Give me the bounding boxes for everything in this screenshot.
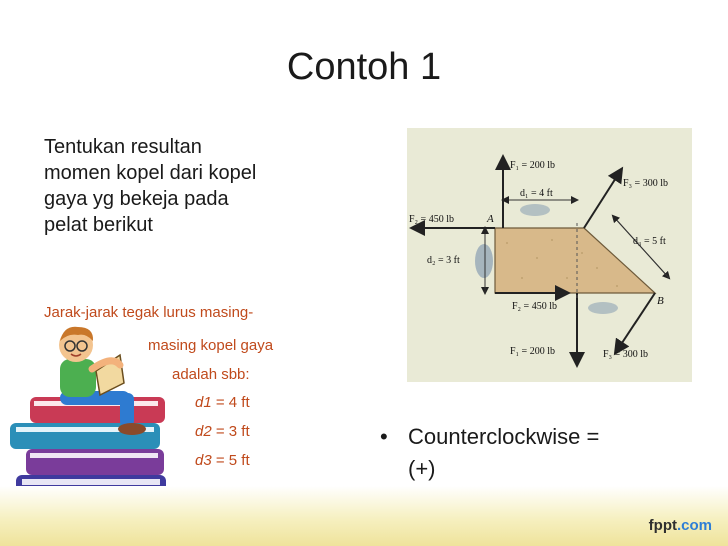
- plate-diagram: [407, 128, 692, 382]
- book-icon: [26, 449, 164, 475]
- intro-line: pelat berikut: [44, 214, 153, 236]
- label-f2-bottom: F₂ = 450 lb: [512, 301, 557, 312]
- note-line: masing kopel gaya: [148, 337, 274, 354]
- label-d3: d₃ = 5 ft: [633, 236, 666, 247]
- distance-symbol: d2: [195, 423, 212, 440]
- bullet-dot-icon: •: [380, 424, 388, 449]
- distance-value: = 3 ft: [215, 423, 250, 440]
- slide-title: Contoh 1: [286, 46, 442, 88]
- student-books-clipart: [0, 325, 190, 510]
- label-f3-top: F₃ = 300 lb: [623, 178, 668, 189]
- distance-symbol: d1: [195, 394, 212, 411]
- note-line: Jarak-jarak tegak lurus masing-: [44, 304, 254, 321]
- intro-line: momen kopel dari kopel: [44, 162, 257, 184]
- distance-value: = 5 ft: [215, 452, 250, 469]
- distance-d3: [195, 452, 250, 469]
- watermark-prefix: fppt: [648, 517, 677, 534]
- intro-text: [44, 134, 364, 238]
- intro-line: gaya yg bekeja pada: [44, 188, 229, 210]
- bullet-line: Counterclockwise =: [408, 424, 600, 449]
- label-f1-bottom: F₁ = 200 lb: [510, 346, 555, 357]
- label-point-a: A: [487, 213, 494, 225]
- label-point-b: B: [657, 295, 664, 307]
- watermark: [649, 517, 712, 534]
- plate-shape: [495, 228, 655, 293]
- label-d2: d₂ = 3 ft: [427, 255, 460, 266]
- distance-symbol: d3: [195, 452, 212, 469]
- footer-band: [0, 486, 728, 546]
- bullet-point: [380, 421, 599, 485]
- distance-d1: [195, 394, 250, 411]
- watermark-suffix: .com: [676, 517, 712, 534]
- note-line: adalah sbb:: [172, 366, 250, 383]
- label-f2-left: F₂ = 450 lb: [409, 214, 454, 225]
- distance-d2: [195, 423, 250, 440]
- bullet-line: (+): [408, 456, 436, 481]
- label-d1: d₁ = 4 ft: [520, 188, 553, 199]
- intro-line: Tentukan resultan: [44, 136, 202, 158]
- label-f3-bottom: F₃ = 300 lb: [603, 349, 648, 360]
- plate-diagram-svg: [407, 128, 692, 382]
- distance-value: = 4 ft: [215, 394, 250, 411]
- label-f1-top: F₁ = 200 lb: [510, 160, 555, 171]
